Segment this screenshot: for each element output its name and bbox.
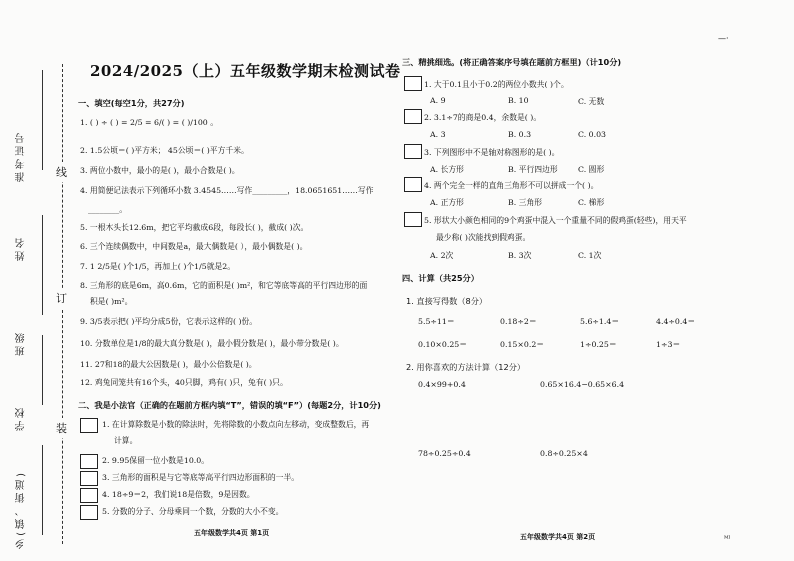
section-2-heading: 二、我是小法官（正确的在题前方框内填“T”，错误的填“F”）(每题2分，计10分) (78, 400, 381, 410)
fill-q8-cont: 积是( )m²。 (90, 297, 133, 306)
section-4-heading: 四、计算（共25分） (402, 273, 479, 283)
class-line (42, 335, 43, 405)
choice-q5-opt-c: C. 1次 (578, 251, 602, 260)
section-3-heading: 三、精挑细选。(将正确答案序号填在题前方框里)（计10分) (402, 57, 622, 67)
calc-1-1: 5.5÷11＝ (418, 317, 455, 326)
judge-box-1[interactable] (80, 418, 98, 433)
fill-q1: 1. ( ) ÷ ( ) = 2/5 = 6/( ) = ( )/100 。 (80, 118, 219, 127)
choice-q3: 3. 下列图形中不是轴对称图形的是( )。 (424, 148, 560, 157)
page-1-footer: 五年级数学共4页 第1页 (194, 529, 270, 537)
judge-box-4[interactable] (80, 488, 98, 503)
fill-q8: 8. 三角形的底是6m，高0.6m，它的面积是( )m²，和它等底等高的平行四边形的面 (80, 281, 368, 290)
calc-part-1-heading: 1. 直接写得数（8分） (406, 296, 488, 306)
expr-4: 0.8÷0.25×4 (540, 449, 588, 458)
bind-marker: 装 (56, 418, 67, 438)
binding-strip (0, 0, 72, 561)
fill-q3: 3. 两位小数中，最小的是( )，最小合数是( )。 (80, 166, 240, 175)
calc-1-3: 5.6÷1.4＝ (580, 317, 620, 326)
calc-2-2: 0.15×0.2＝ (500, 340, 545, 349)
school-line (42, 445, 43, 535)
page-mark: ᴹᴵ (724, 535, 731, 543)
choice-box-3[interactable] (404, 144, 422, 159)
calc-2-3: 1÷0.25＝ (580, 340, 617, 349)
choice-q2-opt-a: A. 3 (430, 130, 446, 139)
judge-box-3[interactable] (80, 471, 98, 486)
candidate-no-line (42, 70, 43, 170)
section-1-heading: 一、填空(每空1分，共27分) (78, 98, 185, 108)
school-label: 学校 (16, 405, 27, 431)
expr-2: 0.65×16.4−0.65×6.4 (540, 380, 625, 389)
judge-q3: 3. 三角形的面积是与它等底等高平行四边形面积的一半。 (102, 473, 300, 482)
choice-q1-opt-a: A. 9 (430, 96, 446, 105)
calc-1-2: 0.18÷2＝ (500, 317, 537, 326)
line-marker: 线 (56, 162, 67, 182)
choice-q1-opt-c: C. 无数 (578, 97, 605, 106)
choice-q1-opt-b: B. 10 (508, 96, 529, 105)
expr-1: 0.4×99+0.4 (418, 380, 466, 389)
choice-q4-opt-b: B. 三角形 (508, 198, 543, 207)
fill-q4-cont: ________。 (88, 205, 127, 214)
calc-2-4: 1÷3＝ (656, 340, 681, 349)
choice-q1: 1. 大于0.1且小于0.2的两位小数共( )个。 (424, 80, 569, 89)
choice-q3-opt-c: C. 圆形 (578, 165, 605, 174)
choice-q5-opt-b: B. 3次 (508, 251, 532, 260)
page-title: 2024/2025（上）五年级数学期末检测试卷 (90, 62, 401, 80)
candidate-no-label: 准考证号 (16, 130, 27, 182)
fill-q10: 10. 分数单位是1/8的最大真分数是( )，最小假分数是( )，最小带分数是( )。 (80, 339, 344, 348)
choice-q5: 5. 形状大小颜色相同的9个鸡蛋中混入一个重量不同的假鸡蛋(轻些)，用天平 (424, 216, 687, 225)
calc-1-4: 4.4÷0.4＝ (656, 317, 696, 326)
name-line (42, 215, 43, 315)
choice-box-1[interactable] (404, 76, 422, 91)
order-marker: 订 (56, 288, 67, 308)
fill-q12: 12. 鸡兔同笼共有16个头，40只脚，鸡有( )只，兔有( )只。 (80, 378, 288, 387)
judge-q1: 1. 在计算除数是小数的除法时，先将除数的小数点向左移动，变成整数后，再 (102, 420, 370, 429)
corner-mark: —· (718, 34, 729, 43)
choice-q2: 2. 3.1÷7的商是0.4，余数是( )。 (424, 113, 542, 122)
choice-q3-opt-b: B. 平行四边形 (508, 165, 558, 174)
judge-q1-cont: 计算。 (114, 436, 138, 445)
fill-q9: 9. 3/5表示把( )平均分成5份，它表示这样的( )份。 (80, 317, 258, 326)
name-label: 姓名 (16, 235, 27, 261)
calc-2-1: 0.10×0.25＝ (418, 340, 468, 349)
fill-q7: 7. 1 2/5是( )个1/5，再加上( )个1/5就是2。 (80, 262, 236, 271)
fill-q2: 2. 1.5公顷＝( )平方米； 45公顷＝( )平方千米。 (80, 146, 249, 155)
township-label: 乡(镇、街道) (16, 470, 27, 549)
judge-q4: 4. 18÷9＝2，我们说18是倍数，9是因数。 (102, 490, 255, 499)
choice-q4-opt-c: C. 梯形 (578, 198, 605, 207)
choice-q2-opt-c: C. 0.03 (578, 130, 607, 139)
calc-part-2-heading: 2. 用你喜欢的方法计算（12分） (406, 362, 526, 372)
choice-box-2[interactable] (404, 109, 422, 124)
expr-3: 78÷0.25÷0.4 (418, 449, 471, 458)
fill-q4: 4. 用简便记法表示下列循环小数 3.4545……写作_________，18.0651651……写作 (80, 186, 374, 195)
fill-q11: 11. 27和18的最大公因数是( )，最小公倍数是( )。 (80, 360, 257, 369)
choice-box-5[interactable] (404, 212, 422, 227)
choice-box-4[interactable] (404, 177, 422, 192)
choice-q4: 4. 两个完全一样的直角三角形不可以拼成一个( )。 (424, 181, 599, 190)
judge-q2: 2. 9.95保留一位小数是10.0。 (102, 456, 210, 465)
choice-q5-opt-a: A. 2次 (430, 251, 454, 260)
choice-q4-opt-a: A. 正方形 (430, 198, 464, 207)
class-label: 班级 (16, 330, 27, 356)
choice-q5-cont: 最少称( )次能找到假鸡蛋。 (436, 233, 531, 242)
judge-box-5[interactable] (80, 505, 98, 520)
choice-q3-opt-a: A. 长方形 (430, 165, 464, 174)
choice-q2-opt-b: B. 0.3 (508, 130, 532, 139)
judge-q5: 5. 分数的分子、分母乘同一个数，分数的大小不变。 (102, 507, 284, 516)
fill-q6: 6. 三个连续偶数中，中间数是a，最大偶数是( ），最小偶数是( )。 (80, 242, 308, 251)
fill-q5: 5. 一根木头长12.6m，把它平均截成6段，每段长( )，截成( )次。 (80, 223, 309, 232)
page-2-footer: 五年级数学共4页 第2页 (520, 533, 596, 541)
judge-box-2[interactable] (80, 454, 98, 469)
